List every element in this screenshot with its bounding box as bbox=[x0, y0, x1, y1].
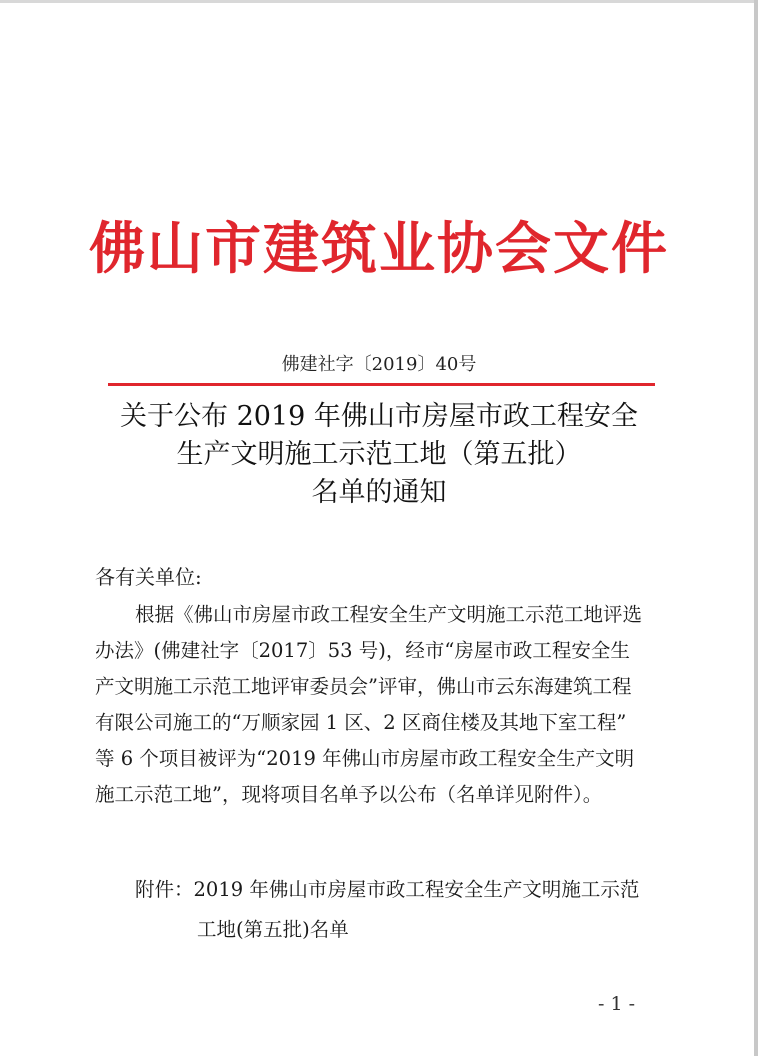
red-divider-line bbox=[108, 383, 655, 386]
title-line: 生产文明施工示范工地（第五批） bbox=[176, 439, 582, 470]
title-line: 名单的通知 bbox=[311, 477, 447, 508]
attachment-note bbox=[135, 870, 639, 950]
scan-border-top bbox=[0, 0, 758, 3]
body-line: 办法》(佛建社字〔2017〕53 号)，经市“房屋市政工程安全生 bbox=[95, 639, 630, 662]
title-line: 关于公布 2019 年佛山市房屋市政工程安全 bbox=[120, 401, 638, 432]
body-paragraph bbox=[95, 597, 655, 813]
page-number: - 1 - bbox=[598, 993, 636, 1015]
document-number: 佛建社字〔2019〕40号 bbox=[281, 354, 477, 375]
org-header: 佛山市建筑业协会文件 bbox=[89, 216, 669, 282]
scan-border-right bbox=[754, 0, 758, 1056]
notice-title bbox=[0, 398, 758, 512]
body-line: 有限公司施工的“万顺家园 1 区、2 区商住楼及其地下室工程” bbox=[95, 711, 627, 734]
body-line: 产文明施工示范工地评审委员会”评审，佛山市云东海建筑工程 bbox=[95, 675, 632, 698]
attachment-line: 工地(第五批)名单 bbox=[197, 918, 349, 941]
salutation: 各有关单位: bbox=[95, 565, 202, 589]
body-line: 根据《佛山市房屋市政工程安全生产文明施工示范工地评选 bbox=[135, 603, 643, 626]
body-line: 施工示范工地”，现将项目名单予以公布（名单详见附件）。 bbox=[95, 783, 603, 806]
body-line: 等 6 个项目被评为“2019 年佛山市房屋市政工程安全生产文明 bbox=[95, 747, 635, 770]
attachment-line: 附件：2019 年佛山市房屋市政工程安全生产文明施工示范 bbox=[135, 878, 640, 901]
